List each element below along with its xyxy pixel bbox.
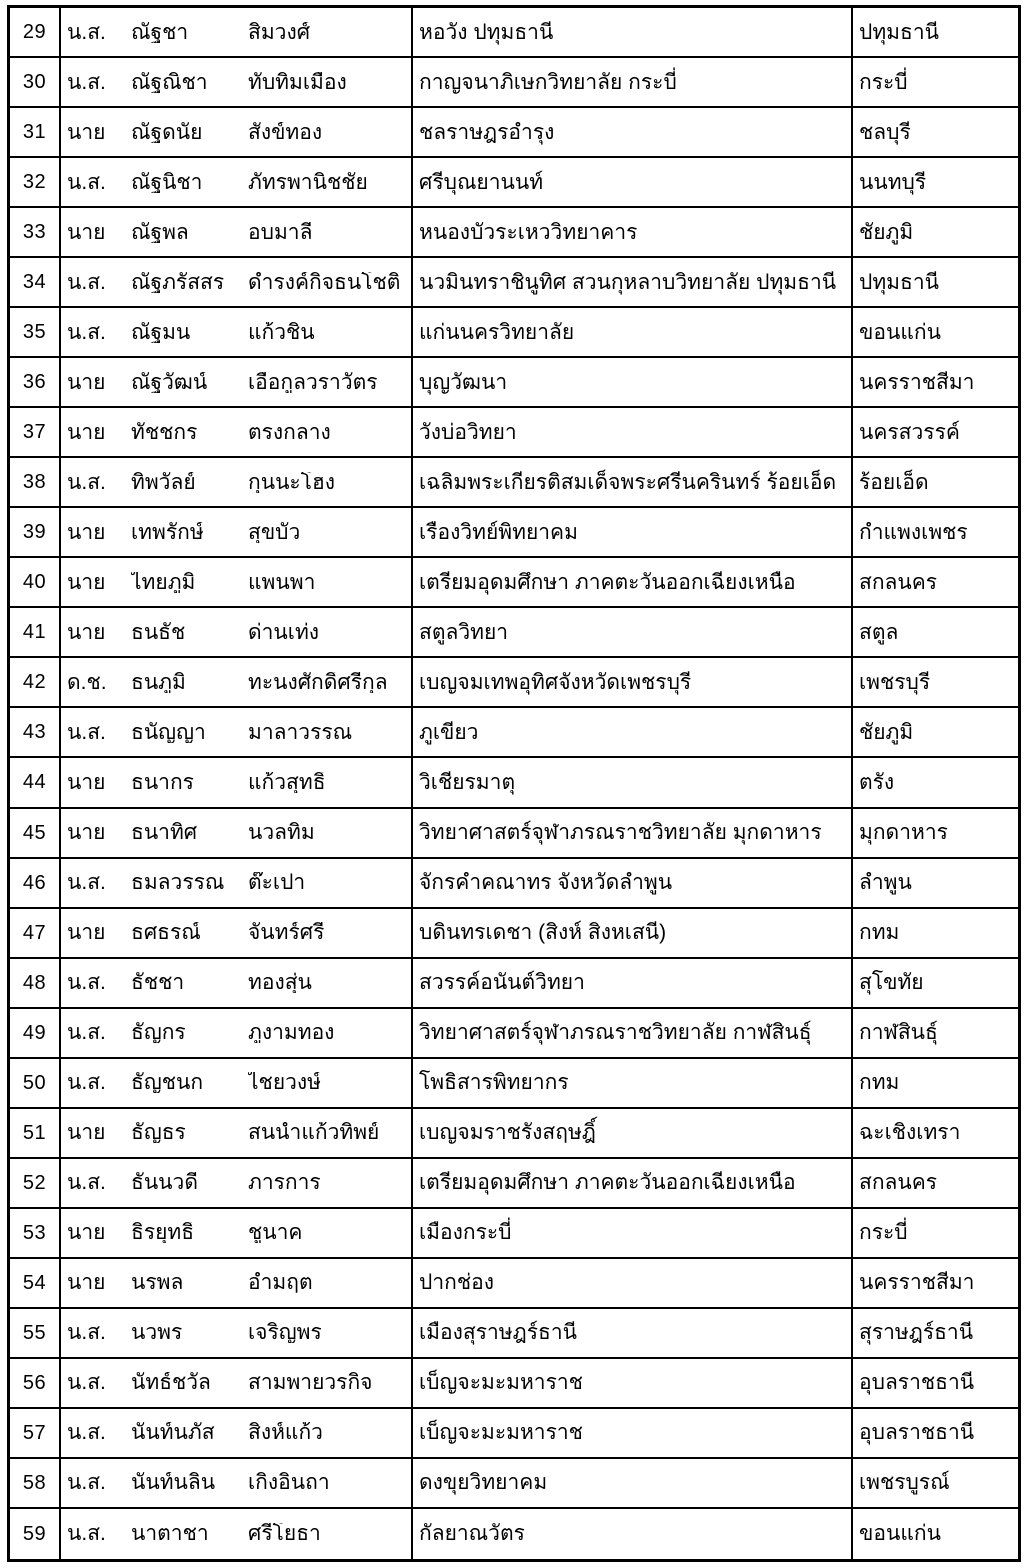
- first-name: ณัฐดนัย: [131, 121, 203, 143]
- row-number: 50: [10, 1059, 61, 1109]
- name-cell: [61, 58, 413, 108]
- last-name: เกิ้งอินถา: [248, 1472, 330, 1494]
- province-cell: มุกดาหาร: [853, 809, 1018, 859]
- title-prefix: น.ส.: [67, 1172, 106, 1194]
- school-cell: เบ็ญจะมะมหาราช: [413, 1409, 853, 1459]
- title-prefix: นาย: [67, 421, 106, 443]
- last-name: ทับทิมเมือง: [248, 71, 347, 93]
- title-prefix: ด.ช.: [67, 671, 107, 693]
- row-number: 39: [10, 508, 61, 558]
- name-cell: [61, 1159, 413, 1209]
- row-number: 53: [10, 1209, 61, 1259]
- province-cell: ชัยภูมิ: [853, 708, 1018, 758]
- name-cell: [61, 408, 413, 458]
- row-number: 32: [10, 158, 61, 208]
- name-cell: [61, 959, 413, 1009]
- last-name: เจริญพร: [248, 1322, 322, 1344]
- school-cell: แก่นนครวิทยาลัย: [413, 308, 853, 358]
- last-name: สังข์ทอง: [248, 121, 323, 143]
- province-cell: ขอนแก่น: [853, 308, 1018, 358]
- name-cell: [61, 708, 413, 758]
- last-name: มาลาวรรณ: [248, 721, 353, 743]
- row-number: 51: [10, 1109, 61, 1159]
- first-name: ธัญธร: [131, 1122, 186, 1144]
- province-cell: สุโขทัย: [853, 959, 1018, 1009]
- name-cell: [61, 1509, 413, 1559]
- row-number: 44: [10, 758, 61, 808]
- province-cell: นครราชสีมา: [853, 358, 1018, 408]
- school-cell: สวรรค์อนันต์วิทยา: [413, 959, 853, 1009]
- title-prefix: นาย: [67, 1122, 106, 1144]
- school-cell: กัลยาณวัตร: [413, 1509, 853, 1559]
- row-number: 47: [10, 909, 61, 959]
- province-cell: อุบลราชธานี: [853, 1409, 1018, 1459]
- first-name: ธนภูมิ: [131, 671, 186, 693]
- title-prefix: นาย: [67, 521, 106, 543]
- name-cell: [61, 1009, 413, 1059]
- first-name: ณัฐภรัสสร: [131, 271, 225, 293]
- first-name: ธัญชนก: [131, 1072, 204, 1094]
- school-cell: เมืองกระบี่: [413, 1209, 853, 1259]
- school-cell: หนองบัวระเหววิทยาคาร: [413, 208, 853, 258]
- row-number: 55: [10, 1309, 61, 1359]
- last-name: เอื้อกูลวราวัตร: [248, 371, 378, 393]
- province-cell: สกลนคร: [853, 1159, 1018, 1209]
- province-cell: นครราชสีมา: [853, 1259, 1018, 1309]
- first-name: ธนาทิศ: [131, 822, 198, 844]
- name-cell: [61, 158, 413, 208]
- school-cell: ชลราษฎรอำรุง: [413, 108, 853, 158]
- name-cell: [61, 108, 413, 158]
- province-cell: ชลบุรี: [853, 108, 1018, 158]
- last-name: นวลทิม: [248, 822, 315, 844]
- row-number: 34: [10, 258, 61, 308]
- province-cell: กำแพงเพชร: [853, 508, 1018, 558]
- row-number: 43: [10, 708, 61, 758]
- last-name: ภัทรพานิชชัย: [248, 171, 368, 193]
- title-prefix: น.ส.: [67, 721, 106, 743]
- name-cell: [61, 1259, 413, 1309]
- school-cell: ภูเขียว: [413, 708, 853, 758]
- name-cell: [61, 909, 413, 959]
- row-number: 48: [10, 959, 61, 1009]
- first-name: ธัญกร: [131, 1022, 186, 1044]
- last-name: ศรีโยธา: [248, 1523, 321, 1545]
- row-number: 54: [10, 1259, 61, 1309]
- title-prefix: น.ส.: [67, 171, 106, 193]
- school-cell: เรืองวิทย์พิทยาคม: [413, 508, 853, 558]
- name-cell: [61, 8, 413, 58]
- last-name: ตรงกลาง: [248, 421, 331, 443]
- title-prefix: น.ส.: [67, 271, 106, 293]
- last-name: แพนพา: [248, 571, 316, 593]
- first-name: ณัฐณิชา: [131, 71, 208, 93]
- name-cell: [61, 1359, 413, 1409]
- school-cell: เบญจมราชรังสฤษฎิ์: [413, 1109, 853, 1159]
- school-cell: เตรียมอุดมศึกษา ภาคตะวันออกเฉียงเหนือ: [413, 558, 853, 608]
- row-number: 42: [10, 658, 61, 708]
- last-name: ดำรงค์กิจธนโชติ: [248, 271, 401, 293]
- row-number: 30: [10, 58, 61, 108]
- first-name: นรพล: [131, 1272, 184, 1294]
- province-cell: กาฬสินธุ์: [853, 1009, 1018, 1059]
- province-cell: ปทุมธานี: [853, 8, 1018, 58]
- school-cell: บดินทรเดชา (สิงห์ สิงหเสนี): [413, 909, 853, 959]
- title-prefix: นาย: [67, 121, 106, 143]
- title-prefix: น.ส.: [67, 71, 106, 93]
- row-number: 58: [10, 1459, 61, 1509]
- school-cell: หอวัง ปทุมธานี: [413, 8, 853, 58]
- title-prefix: นาย: [67, 621, 106, 643]
- province-cell: กทม: [853, 909, 1018, 959]
- title-prefix: น.ส.: [67, 972, 106, 994]
- name-cell: [61, 758, 413, 808]
- province-cell: สตูล: [853, 608, 1018, 658]
- row-number: 59: [10, 1509, 61, 1559]
- school-cell: เฉลิมพระเกียรติสมเด็จพระศรีนครินทร์ ร้อยเอ็ด: [413, 458, 853, 508]
- title-prefix: น.ส.: [67, 1022, 106, 1044]
- row-number: 40: [10, 558, 61, 608]
- name-cell: [61, 608, 413, 658]
- title-prefix: นาย: [67, 922, 106, 944]
- province-cell: เพชรบูรณ์: [853, 1459, 1018, 1509]
- last-name: ไชยวงษ์: [248, 1072, 322, 1094]
- first-name: ไทยภูมิ: [131, 571, 196, 593]
- school-cell: เตรียมอุดมศึกษา ภาคตะวันออกเฉียงเหนือ: [413, 1159, 853, 1209]
- province-cell: นครสวรรค์: [853, 408, 1018, 458]
- province-cell: ขอนแก่น: [859, 1522, 941, 1546]
- province-cell: ปทุมธานี: [853, 258, 1018, 308]
- row-number: 46: [10, 859, 61, 909]
- first-name: ณัฐนิชา: [131, 171, 203, 193]
- school-cell: โพธิสารพิทยากร: [413, 1059, 853, 1109]
- province-cell: กระบี่: [853, 58, 1018, 108]
- title-prefix: น.ส.: [67, 471, 106, 493]
- title-prefix: นาย: [67, 1272, 106, 1294]
- last-name: กุนนะโฮง: [248, 471, 336, 493]
- row-number: 49: [10, 1009, 61, 1059]
- last-name: ชูนาค: [248, 1222, 303, 1244]
- first-name: ณัฐมน: [131, 321, 191, 343]
- name-cell: [61, 258, 413, 308]
- school-cell: วังบ่อวิทยา: [413, 408, 853, 458]
- first-name: นันท์นภัส: [131, 1422, 215, 1444]
- name-cell: [61, 1209, 413, 1259]
- last-name: ภูงามทอง: [248, 1022, 335, 1044]
- first-name: ธนากร: [131, 771, 194, 793]
- row-number: 35: [10, 308, 61, 358]
- first-name: นันท์นลิน: [131, 1472, 216, 1494]
- title-prefix: นาย: [67, 371, 106, 393]
- title-prefix: นาย: [67, 571, 106, 593]
- province-cell: ฉะเชิงเทรา: [853, 1109, 1018, 1159]
- name-cell: [61, 358, 413, 408]
- last-name: ต๊ะเปา: [248, 872, 306, 894]
- school-cell: บุญวัฒนา: [413, 358, 853, 408]
- province-cell: ตรัง: [853, 758, 1018, 808]
- title-prefix: น.ส.: [67, 1072, 106, 1094]
- name-cell: [61, 308, 413, 358]
- school-cell: ศรีบุณยานนท์: [413, 158, 853, 208]
- row-number: 38: [10, 458, 61, 508]
- title-prefix: นาย: [67, 221, 106, 243]
- last-name: สนนำแก้วทิพย์: [248, 1122, 380, 1144]
- name-cell: [61, 208, 413, 258]
- name-cell: [61, 809, 413, 859]
- province-cell: ร้อยเอ็ด: [853, 458, 1018, 508]
- first-name: ทิพวัลย์: [131, 471, 196, 493]
- school-cell: วิทยาศาสตร์จุฬาภรณราชวิทยาลัย กาฬสินธุ์: [413, 1009, 853, 1059]
- first-name: ณัฐวัฒน์: [131, 371, 208, 393]
- school-cell: กาญจนาภิเษกวิทยาลัย กระบี่: [413, 58, 853, 108]
- school-cell: เบ็ญจะมะมหาราช: [413, 1359, 853, 1409]
- first-name: ธนธัช: [131, 621, 186, 643]
- province-cell: ชัยภูมิ: [853, 208, 1018, 258]
- school-cell: เมืองสุราษฎร์ธานี: [413, 1309, 853, 1359]
- title-prefix: น.ส.: [67, 1322, 106, 1344]
- title-prefix: นาย: [67, 822, 106, 844]
- last-name: แก้วสุทธิ์: [248, 771, 326, 793]
- first-name: ธัชชา: [131, 972, 185, 994]
- name-cell: [61, 1309, 413, 1359]
- school-cell: สตูลวิทยา: [413, 608, 853, 658]
- row-number: 57: [10, 1409, 61, 1459]
- province-cell: อุบลราชธานี: [853, 1359, 1018, 1409]
- last-name: ทองสุ่น: [248, 972, 312, 994]
- last-name: ด่านเท่ง: [248, 621, 320, 643]
- name-cell: [61, 1409, 413, 1459]
- province-cell: เพชรบุรี: [853, 658, 1018, 708]
- title-prefix: น.ส.: [67, 1422, 106, 1444]
- province-cell: สุราษฎร์ธานี: [853, 1309, 1018, 1359]
- row-number: 33: [10, 208, 61, 258]
- title-prefix: น.ส.: [67, 1472, 106, 1494]
- name-cell: [61, 508, 413, 558]
- first-name: ธันนวดี: [131, 1172, 198, 1194]
- first-name: ทัชชกร: [131, 421, 198, 443]
- name-cell: [61, 1109, 413, 1159]
- row-number: 37: [10, 408, 61, 458]
- last-name: สุขบัว: [248, 521, 301, 543]
- row-number: 36: [10, 358, 61, 408]
- last-name: สิมวงศ์: [248, 21, 311, 43]
- last-name: จันทร์ศรี: [248, 922, 325, 944]
- province-cell: กระบี่: [853, 1209, 1018, 1259]
- province-cell: นนทบุรี: [853, 158, 1018, 208]
- last-name: อบมาลี: [248, 221, 313, 243]
- row-number: 45: [10, 809, 61, 859]
- school-cell: วิเชียรมาตุ: [413, 758, 853, 808]
- row-number: 52: [10, 1159, 61, 1209]
- name-cell: [61, 859, 413, 909]
- last-name: ภารการ: [248, 1172, 321, 1194]
- student-roster-table: [7, 5, 1021, 1562]
- first-name: ณัฐชา: [131, 21, 189, 43]
- province-cell: กทม: [853, 1059, 1018, 1109]
- title-prefix: นาย: [67, 1222, 106, 1244]
- row-number: 41: [10, 608, 61, 658]
- last-name: อำมฤต: [248, 1272, 313, 1294]
- first-name: เทพรักษ์: [131, 521, 204, 543]
- last-name: แก้วชิน: [248, 321, 315, 343]
- title-prefix: น.ส.: [67, 1523, 106, 1545]
- row-number: 31: [10, 108, 61, 158]
- first-name: ธมลวรรณ: [131, 872, 225, 894]
- school-cell: วิทยาศาสตร์จุฬาภรณราชวิทยาลัย มุกดาหาร: [413, 809, 853, 859]
- last-name: สามพายวรกิจ: [248, 1372, 373, 1394]
- first-name: นัทธ์ชวัล: [131, 1372, 211, 1394]
- first-name: ธิรยุทธิ์: [131, 1222, 195, 1244]
- last-name: สิงห์แก้ว: [248, 1422, 323, 1444]
- school-cell: ดงขุยวิทยาคม: [413, 1459, 853, 1509]
- title-prefix: น.ส.: [67, 321, 106, 343]
- title-prefix: น.ส.: [67, 872, 106, 894]
- row-number: 56: [10, 1359, 61, 1409]
- row-number: 29: [10, 8, 61, 58]
- last-name: ทะนงศักดิ์ศรีกุล: [248, 671, 388, 693]
- school-cell: จักรคำคณาทร จังหวัดลำพูน: [413, 859, 853, 909]
- first-name: นวพร: [131, 1322, 183, 1344]
- name-cell: [61, 558, 413, 608]
- first-name: ธนัญญา: [131, 721, 206, 743]
- school-cell: ปากช่อง: [413, 1259, 853, 1309]
- province-cell: ลำพูน: [853, 859, 1018, 909]
- title-prefix: น.ส.: [67, 1372, 106, 1394]
- first-name: ณัฐพล: [131, 221, 189, 243]
- name-cell: [61, 658, 413, 708]
- province-cell: สกลนคร: [853, 558, 1018, 608]
- name-cell: [61, 1459, 413, 1509]
- name-cell: [61, 458, 413, 508]
- first-name: นาตาชา: [131, 1523, 209, 1545]
- school-cell: นวมินทราชินูทิศ สวนกุหลาบวิทยาลัย ปทุมธานี: [413, 258, 853, 308]
- title-prefix: น.ส.: [67, 21, 106, 43]
- title-prefix: นาย: [67, 771, 106, 793]
- first-name: ธศธรณ์: [131, 922, 201, 944]
- name-cell: [61, 1059, 413, 1109]
- school-cell: เบญจมเทพอุทิศจังหวัดเพชรบุรี: [413, 658, 853, 708]
